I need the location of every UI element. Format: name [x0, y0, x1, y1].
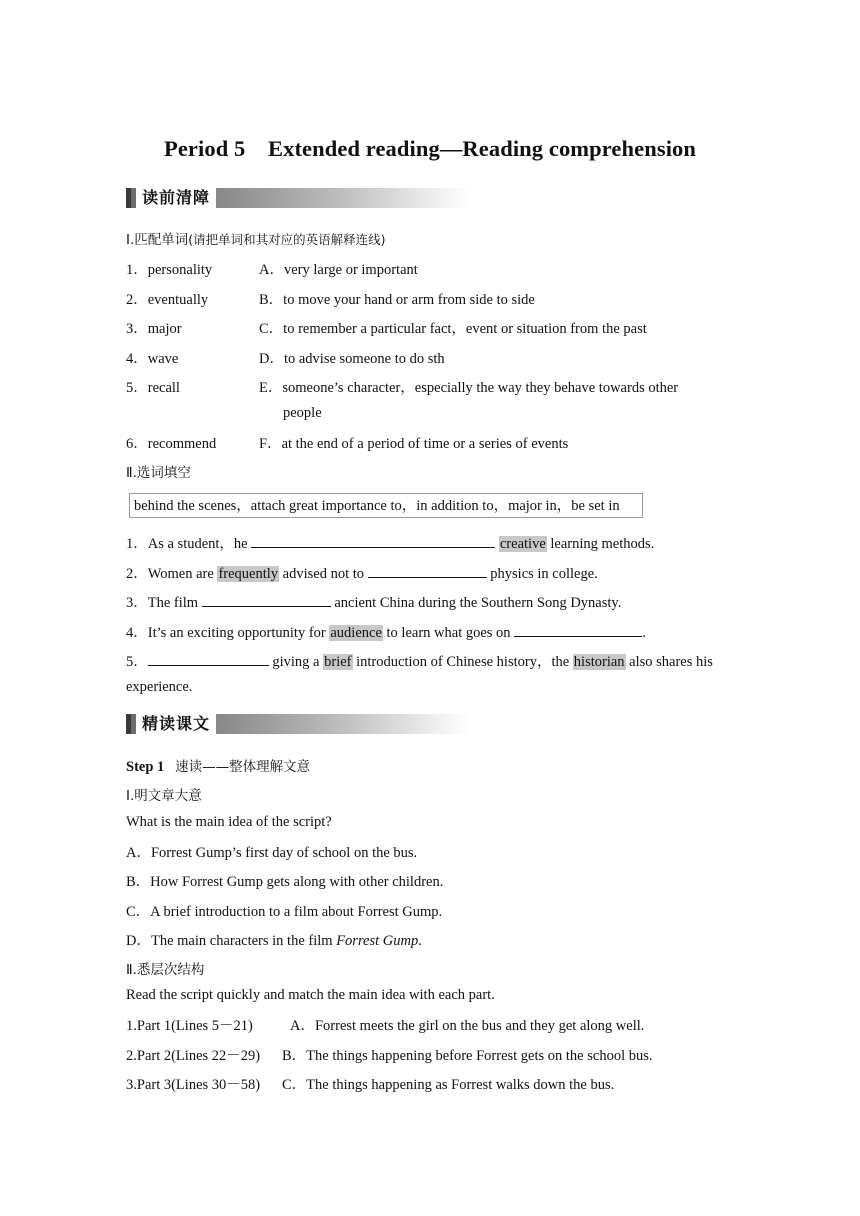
sentence-text: also shares his	[625, 654, 713, 670]
definition-item: F．at the end of a period of time or a series of events	[259, 436, 569, 452]
definition-item-continued: people	[283, 405, 322, 421]
answer-blank[interactable]	[368, 565, 487, 578]
highlighted-word: brief	[324, 654, 352, 670]
part-idea: A．Forrest meets the girl on the bus and they get along well.	[290, 1018, 645, 1034]
word-item: 5．recall	[126, 380, 180, 396]
highlighted-word: frequently	[218, 566, 279, 582]
word-item: 6．recommend	[126, 436, 217, 452]
sentence-text: 4．It’s an exciting opportunity for	[126, 625, 330, 641]
part-label: 1.Part 1(Lines 5－21)	[126, 1018, 253, 1034]
banner-label: 精读课文	[136, 712, 216, 736]
highlighted-word: historian	[573, 654, 625, 670]
step1-heading	[126, 755, 310, 776]
step-label: Step 1	[126, 759, 165, 775]
part1-heading	[126, 228, 386, 249]
word-bank-box: behind the scenes，attach great importance to，in addition to，major in，be set in	[129, 493, 643, 518]
option-b: B．How Forrest Gump gets along with other children.	[126, 874, 444, 890]
definition-item: B．to move your hand or arm from side to side	[259, 292, 535, 308]
part2-heading: Ⅱ.选词填空	[126, 465, 191, 481]
main-idea-heading: Ⅰ.明文章大意	[126, 788, 202, 804]
answer-blank[interactable]	[251, 535, 495, 548]
fill-sentence-4	[126, 621, 646, 642]
part-label: 2.Part 2(Lines 22－29)	[126, 1048, 261, 1064]
definition-item: C．to remember a particular fact，event or situation from the past	[259, 321, 647, 337]
highlighted-word: creative	[499, 536, 546, 552]
part-idea: B．The things happening before Forrest gets on the school bus.	[282, 1048, 653, 1064]
sentence-text: introduction of Chinese history，the	[352, 654, 573, 670]
part-idea: C．The things happening as Forrest walks down the bus.	[282, 1077, 615, 1093]
word-item: 3．major	[126, 321, 182, 337]
part1-heading-main: Ⅰ.匹配单词	[126, 232, 189, 248]
sentence-text: 3．The film	[126, 595, 202, 611]
word-item: 2．eventually	[126, 292, 209, 308]
fill-sentence-1	[126, 532, 654, 553]
fill-sentence-2	[126, 562, 598, 583]
word-item: 4．wave	[126, 351, 179, 367]
part-label: 3.Part 3(Lines 30－58)	[126, 1077, 261, 1093]
structure-heading: Ⅱ.悉层次结构	[126, 962, 205, 978]
fill-sentence-5	[126, 650, 713, 671]
option-text: D．The main characters in the film	[126, 933, 337, 949]
banner-edge	[126, 714, 131, 734]
sentence-text: to learn what goes on	[382, 625, 515, 641]
option-text-end: .	[418, 933, 422, 949]
answer-blank[interactable]	[148, 653, 269, 666]
film-title: Forrest Gump	[336, 933, 419, 949]
option-c: C．A brief introduction to a film about Forrest Gump.	[126, 904, 443, 920]
option-a: A．Forrest Gump’s first day of school on the bus.	[126, 845, 418, 861]
page-title: Period 5 Extended reading—Reading comprehension	[163, 136, 697, 161]
sentence-text: ancient China during the Southern Song Dynasty.	[334, 595, 622, 611]
banner-edge	[126, 188, 131, 208]
sentence-text: 2．Women are	[126, 566, 218, 582]
banner-label: 读前清障	[136, 186, 216, 210]
main-idea-question: What is the main idea of the script?	[126, 814, 332, 830]
section-banner-close-reading	[126, 712, 470, 736]
sentence-text: giving a	[272, 654, 324, 670]
section-banner-pre-reading	[126, 186, 470, 210]
sentence-text: advised not to	[279, 566, 368, 582]
sentence-continuation: experience.	[126, 679, 193, 695]
answer-blank[interactable]	[202, 594, 331, 607]
sentence-text: learning methods.	[546, 536, 655, 552]
structure-instruction: Read the script quickly and match the main idea with each part.	[126, 987, 495, 1003]
sentence-text: physics in college.	[490, 566, 598, 582]
answer-blank[interactable]	[514, 624, 642, 637]
definition-item: A．very large or important	[259, 262, 418, 278]
fill-sentence-3	[126, 591, 621, 612]
step-text: 速读——整体理解文意	[175, 759, 311, 775]
sentence-text: 5．	[126, 654, 148, 670]
sentence-text: 1．As a student，he	[126, 536, 252, 552]
word-item: 1．personality	[126, 262, 213, 278]
definition-item: E．someone’s character，especially the way they behave towards other	[259, 380, 679, 396]
definition-item: D．to advise someone to do sth	[259, 351, 445, 367]
option-d	[126, 929, 422, 950]
part1-heading-note: (请把单词和其对应的英语解释连线)	[188, 232, 386, 247]
sentence-text: .	[642, 625, 646, 641]
highlighted-word: audience	[330, 625, 382, 641]
